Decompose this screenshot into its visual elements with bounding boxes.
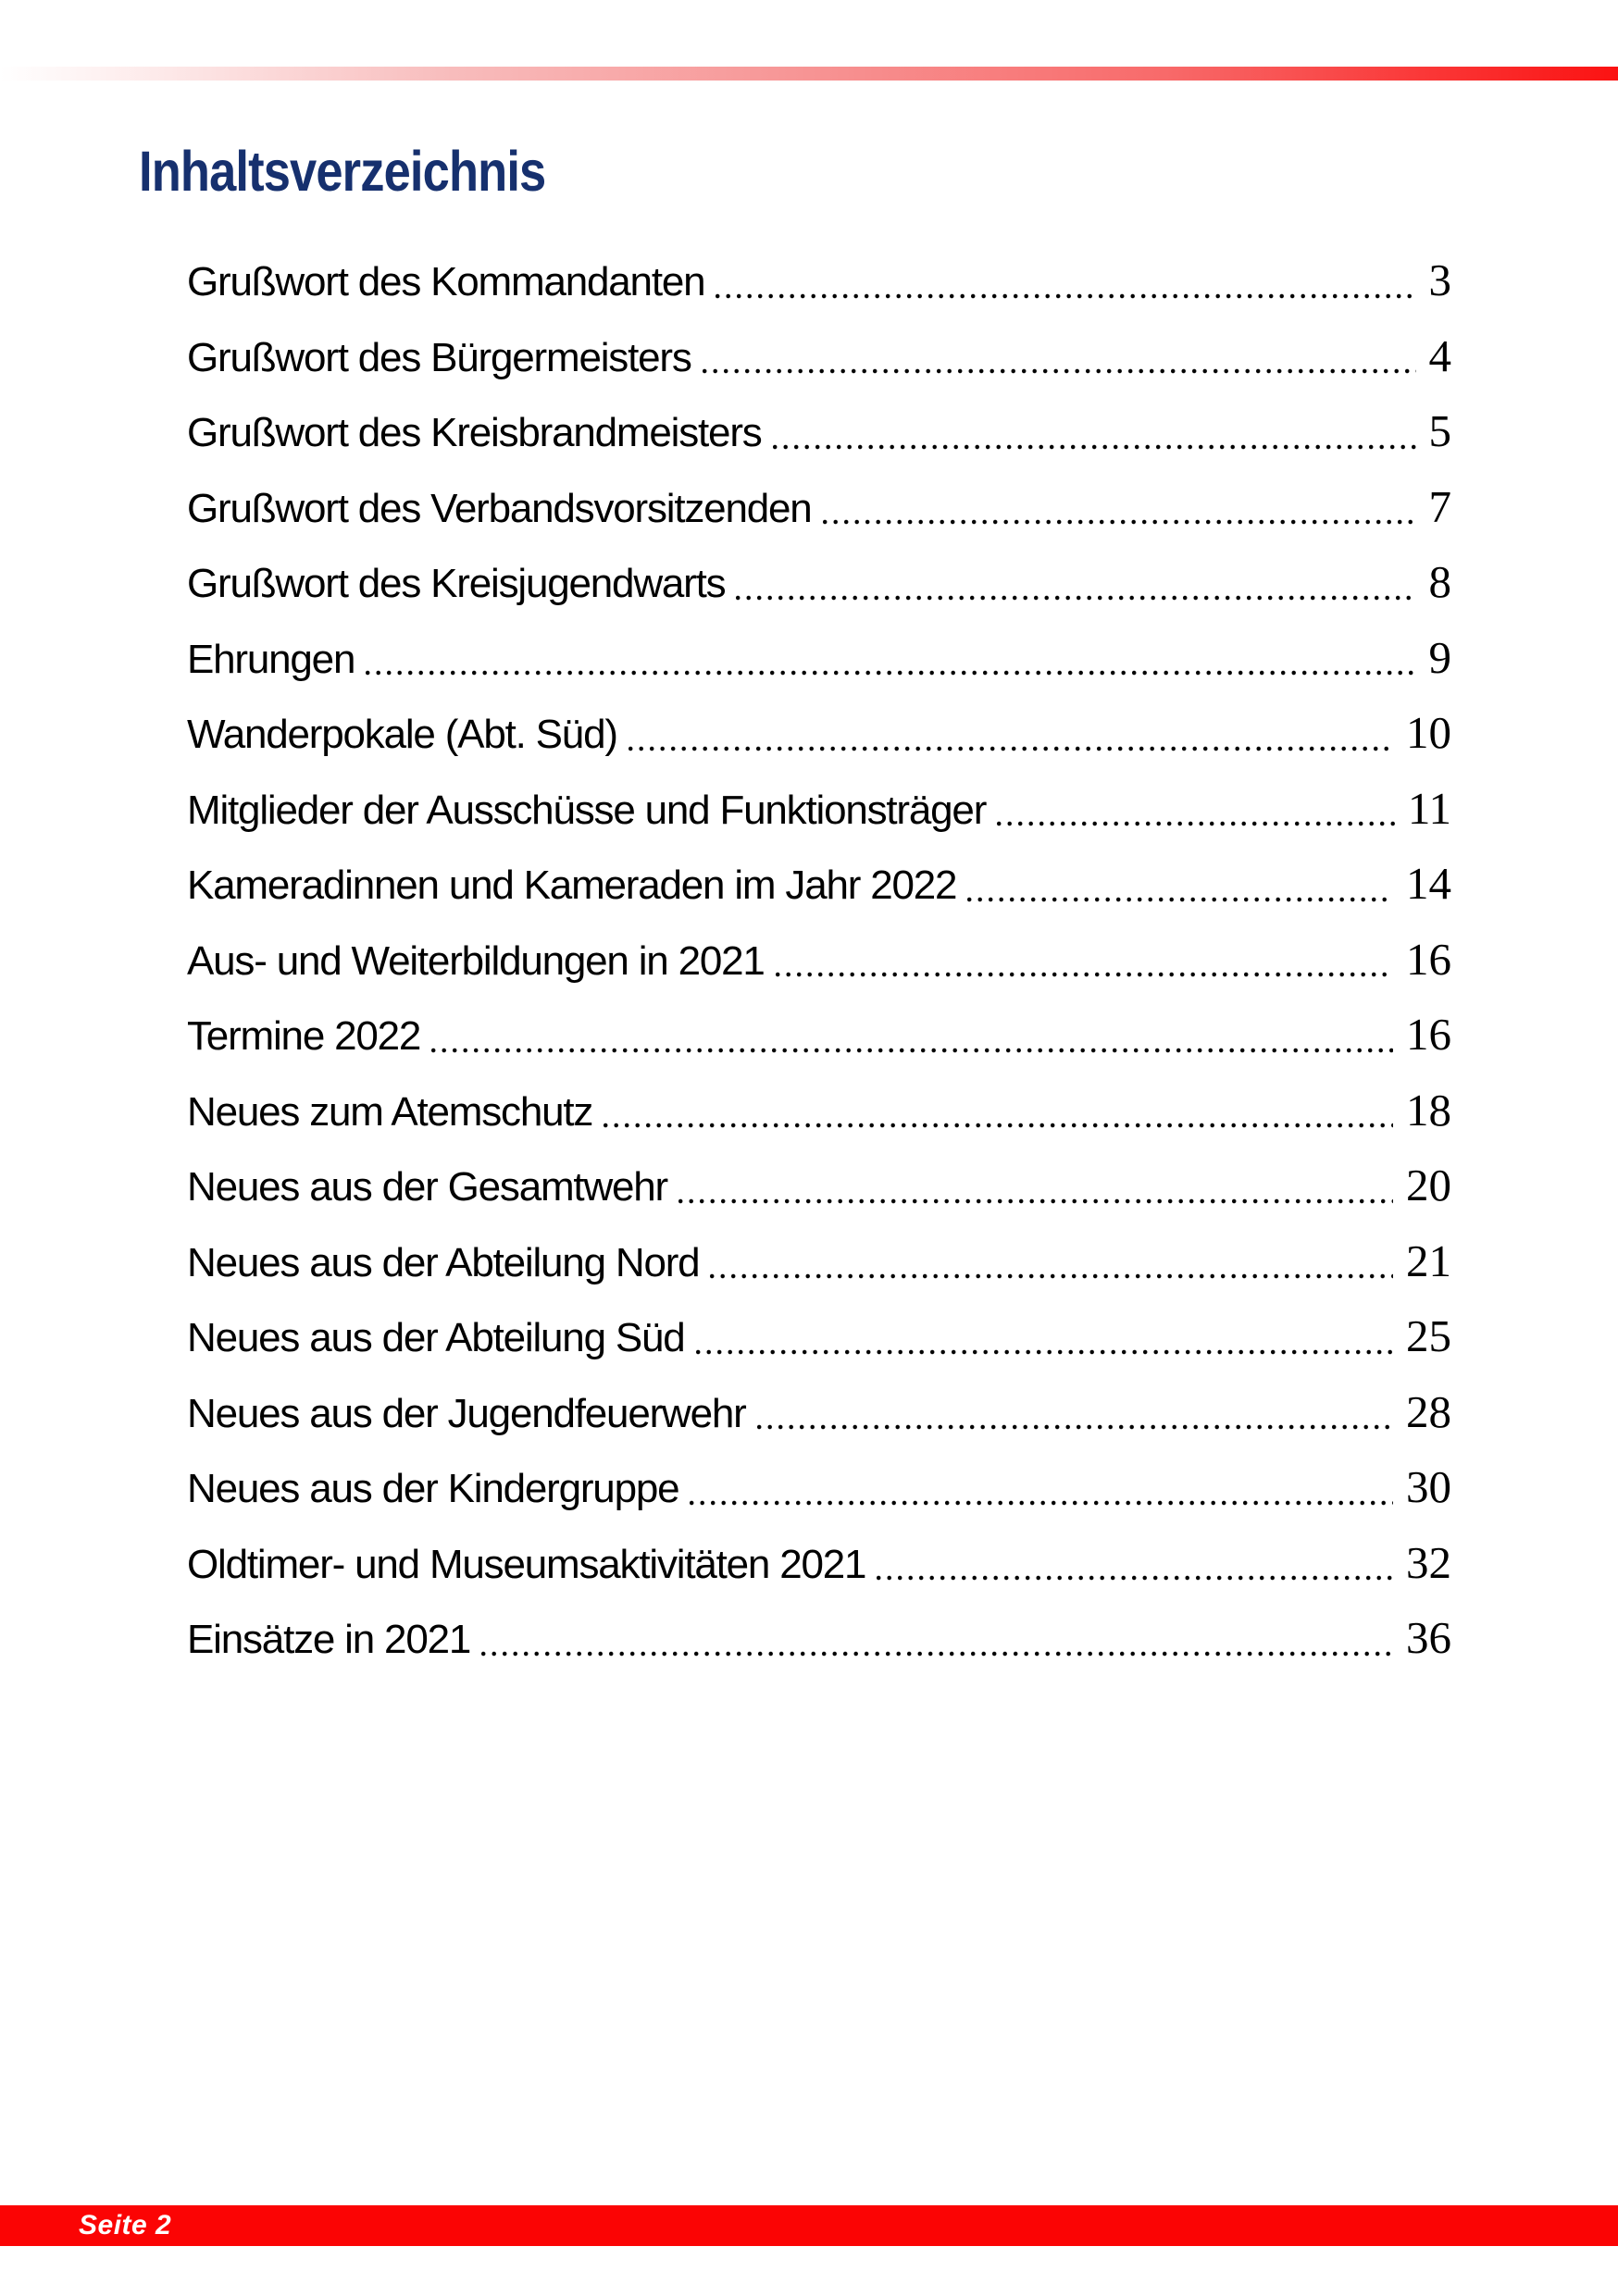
toc-entry-row[interactable] xyxy=(187,846,1451,922)
table-of-contents xyxy=(187,242,1451,1676)
dot-leader xyxy=(696,1298,1393,1374)
toc-entry-page-number: 10 xyxy=(1406,707,1451,758)
page-title: Inhaltsverzeichnis xyxy=(139,140,546,203)
dot-leader xyxy=(629,695,1393,771)
dot-leader xyxy=(678,1148,1393,1223)
toc-entry-title: Kameradinnen und Kameraden im Jahr 2022 xyxy=(187,863,957,908)
toc-entry-row[interactable] xyxy=(187,620,1451,696)
dot-leader xyxy=(431,997,1393,1073)
toc-entry-title: Aus- und Weiterbildungen in 2021 xyxy=(187,937,765,984)
toc-entry-row[interactable] xyxy=(187,1449,1451,1525)
dot-leader xyxy=(773,393,1416,469)
toc-entry-page-number: 32 xyxy=(1406,1536,1451,1588)
toc-entry-row[interactable] xyxy=(187,1600,1451,1676)
toc-entry-title: Neues aus der Kindergruppe xyxy=(187,1466,679,1511)
toc-entry-row[interactable] xyxy=(187,997,1451,1073)
toc-entry-row[interactable] xyxy=(187,1298,1451,1374)
toc-entry-row[interactable] xyxy=(187,771,1451,847)
toc-entry-row[interactable] xyxy=(187,469,1451,545)
toc-entry-page-number: 14 xyxy=(1406,858,1451,909)
toc-entry-page-number: 3 xyxy=(1428,254,1451,305)
toc-entry-title: Grußwort des Kommandanten xyxy=(187,259,705,304)
toc-entry-title: Grußwort des Kreisbrandmeisters xyxy=(187,410,762,455)
toc-entry-title: Ehrungen xyxy=(187,636,355,682)
toc-entry-title: Einsätze in 2021 xyxy=(187,1617,471,1662)
toc-entry-row[interactable] xyxy=(187,1525,1451,1601)
footer-page-label: Seite 2 xyxy=(79,2210,172,2240)
toc-entry-page-number: 18 xyxy=(1406,1084,1451,1136)
dot-leader xyxy=(877,1525,1393,1601)
dot-leader xyxy=(710,1223,1393,1299)
toc-entry-title: Neues aus der Abteilung Nord xyxy=(187,1239,700,1285)
toc-entry-row[interactable] xyxy=(187,544,1451,620)
toc-entry-row[interactable] xyxy=(187,242,1451,318)
toc-entry-page-number: 8 xyxy=(1428,556,1451,607)
dot-leader xyxy=(757,1374,1393,1450)
toc-entry-row[interactable] xyxy=(187,1148,1451,1223)
toc-entry-title: Grußwort des Verbandsvorsitzenden xyxy=(187,485,812,531)
toc-entry-page-number: 7 xyxy=(1428,480,1451,532)
footer-bar xyxy=(0,2205,1618,2246)
toc-entry-row[interactable] xyxy=(187,393,1451,469)
toc-entry-row[interactable] xyxy=(187,1073,1451,1148)
dot-leader xyxy=(776,922,1393,998)
dot-leader xyxy=(823,469,1416,545)
dot-leader xyxy=(604,1073,1393,1148)
toc-entry-title: Mitglieder der Ausschüsse und Funktionsträger xyxy=(187,787,987,833)
dot-leader xyxy=(481,1600,1393,1676)
toc-entry-page-number: 16 xyxy=(1406,1009,1451,1060)
dot-leader xyxy=(997,771,1395,847)
toc-entry-page-number: 20 xyxy=(1406,1160,1451,1210)
toc-entry-title: Termine 2022 xyxy=(187,1013,421,1059)
toc-entry-page-number: 36 xyxy=(1406,1612,1451,1663)
toc-entry-row[interactable] xyxy=(187,695,1451,771)
toc-entry-page-number: 30 xyxy=(1406,1461,1451,1512)
dot-leader xyxy=(967,846,1393,922)
dot-leader xyxy=(690,1449,1393,1525)
toc-entry-title: Wanderpokale (Abt. Süd) xyxy=(187,712,617,757)
toc-entry-title: Neues aus der Abteilung Süd xyxy=(187,1315,685,1360)
toc-entry-row[interactable] xyxy=(187,318,1451,394)
dot-leader xyxy=(736,544,1415,620)
toc-entry-page-number: 25 xyxy=(1406,1310,1451,1361)
toc-entry-row[interactable] xyxy=(187,1223,1451,1299)
dot-leader xyxy=(703,318,1416,394)
dot-leader xyxy=(716,242,1415,318)
toc-entry-title: Neues aus der Gesamtwehr xyxy=(187,1164,668,1210)
dot-leader xyxy=(366,620,1415,696)
toc-entry-title: Grußwort des Kreisjugendwarts xyxy=(187,561,726,606)
toc-entry-page-number: 11 xyxy=(1407,782,1451,834)
toc-entry-page-number: 4 xyxy=(1428,329,1451,381)
toc-entry-page-number: 28 xyxy=(1406,1385,1451,1437)
toc-entry-page-number: 16 xyxy=(1406,933,1451,985)
toc-entry-title: Neues zum Atemschutz xyxy=(187,1088,593,1135)
toc-entry-page-number: 9 xyxy=(1428,631,1451,683)
toc-entry-title: Grußwort des Bürgermeisters xyxy=(187,334,691,380)
toc-entry-page-number: 5 xyxy=(1428,405,1451,456)
top-gradient-rule xyxy=(0,67,1618,81)
toc-entry-title: Neues aus der Jugendfeuerwehr xyxy=(187,1390,746,1436)
toc-entry-page-number: 21 xyxy=(1406,1235,1451,1286)
toc-entry-title: Oldtimer- und Museumsaktivitäten 2021 xyxy=(187,1541,866,1587)
toc-entry-row[interactable] xyxy=(187,1374,1451,1450)
toc-entry-row[interactable] xyxy=(187,922,1451,998)
